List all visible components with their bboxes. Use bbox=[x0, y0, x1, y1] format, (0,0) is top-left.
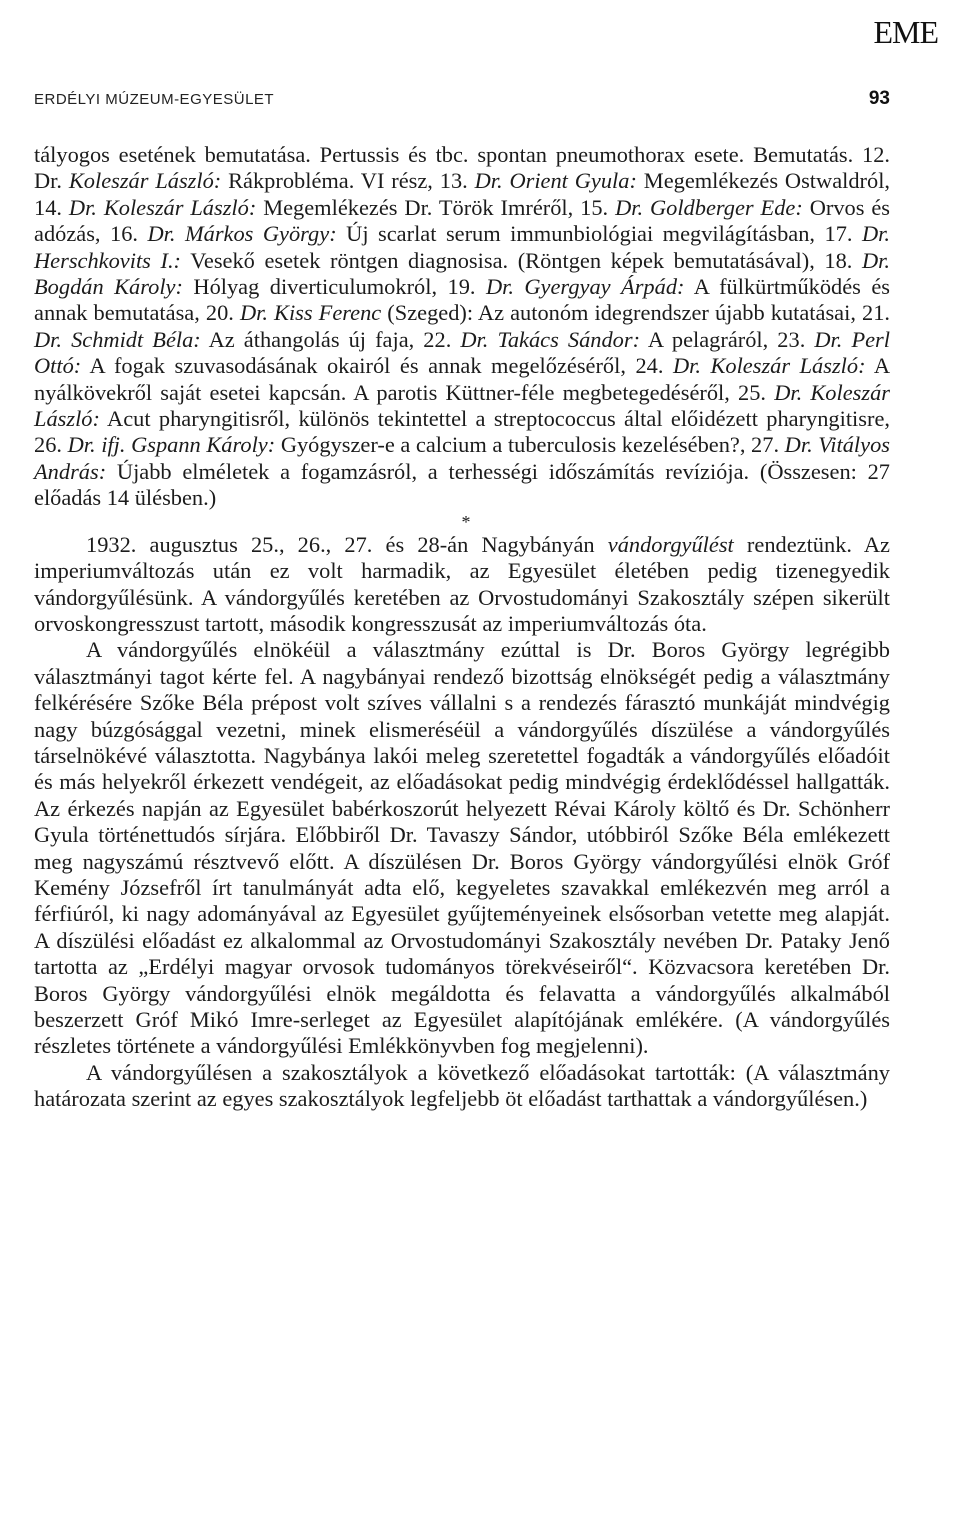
text-run: Megemlékezés Dr. Török Imréről, 15. bbox=[256, 194, 616, 220]
publisher-logo: EME bbox=[873, 14, 938, 50]
text-run: A fogak szuvasodásának okairól és annak megelőzéséről, 24. bbox=[81, 353, 673, 379]
author-name: Dr. Kiss Ferenc bbox=[239, 300, 382, 326]
text-run: A fülkürtműködés és annak bemutatása, 20. bbox=[34, 274, 890, 326]
author-name: Dr. Gyergyay Árpád: bbox=[485, 274, 685, 300]
text-run: Vesekő esetek röntgen diagnosisa. (Röntgen képek bemutatásával), 18. bbox=[181, 247, 862, 273]
author-name: Dr. Herschkovits I.: bbox=[34, 221, 890, 273]
text-run: (Szeged): Az autonóm idegrendszer újabb kutatásai, 21. bbox=[381, 300, 890, 326]
author-name: Dr. Vitályos András: bbox=[34, 432, 891, 484]
paragraph-congress-details bbox=[34, 637, 890, 1060]
text-run: Az áthangolás új faja, 22. bbox=[200, 326, 461, 352]
text-run: A vándorgyűlésen a szakosztályok a következő előadásokat tartották: (A választmány határozata szerint az egyes szakosztályok legfeljebb öt előadást tarthattak a vándorgyűlésen.) bbox=[34, 1059, 890, 1112]
author-name: Dr. Márkos György: bbox=[147, 221, 337, 247]
text-run: Hólyag diverticulumokról, 19. bbox=[182, 274, 486, 300]
text-run: Orvos és adózás, 16. bbox=[34, 194, 890, 247]
text-run: Gyógyszer-e a calcium a tuberculosis kezelésében?, 27. bbox=[275, 432, 785, 458]
paragraph-lecture-list bbox=[34, 142, 890, 512]
journal-title: ERDÉLYI MÚZEUM-EGYESÜLET bbox=[34, 91, 275, 108]
paragraph-congress-intro bbox=[34, 532, 890, 638]
text-run: rendeztünk. Az imperiumváltozás után ez volt harmadik, az Egyesület életében pedig tizenegyedik vándorgyűlésünk. A vándorgyűlés keretében az Orvostudományi Szakosztály szépen sikerült orvoskongresszust tartott, második kongresszusát az imperiumváltozás óta. bbox=[34, 531, 890, 636]
author-name: vándorgyűlést bbox=[607, 531, 734, 557]
text-run: A pelagráról, 23. bbox=[640, 326, 815, 352]
author-name: Koleszár László: bbox=[68, 168, 222, 194]
text-run: Új scarlat serum immunbiológiai megvilágításban, 17. bbox=[336, 221, 862, 247]
page-body bbox=[34, 142, 890, 1113]
text-run: Megemlékezés Ostwaldról, 14. bbox=[34, 168, 891, 220]
author-name: Dr. Bogdán Károly: bbox=[34, 247, 890, 300]
author-name: Dr. Koleszár László: bbox=[672, 353, 866, 379]
text-run: A nyálkövekről saját esetei kapcsán. A parotis Küttner-féle megbetegedéséről, 25. bbox=[34, 353, 890, 405]
author-name: Dr. Koleszár László: bbox=[68, 194, 257, 220]
text-run: A vándorgyűlés elnökéül a választmány ezúttal is Dr. Boros György legrégibb választmányi tagot kérte fel. A nagybányai rendező bizottság elnökségét pedig a választmány felkérésére Szőke Béla prépost volt szíves vállalni s a rendezés fárasztó munkáját mindvégig nagy búzgósággal vezetni, minek elismeréséül a vándorgyűlés díszülése a vándorgyűlés társelnökévé választotta. Nagybánya lakói meleg szeretettel fogadták a vándorgyűlés előadóit és más helyekről érkezett vendégeit, az előadásokat pedig mindvégig érdeklődéssel hallgatták. Az érkezés napján az Egyesület babérkoszorút helyezett Révai Károly költő és Dr. Schönherr Gyula történettudós sírjára. Előbbiről Dr. Tavaszy Sándor, utóbbiról Szőke Béla emlékezett meg nagyszámú résztvevő előtt. A díszülésen Dr. Boros György vándorgyűlési elnök Gróf Kemény Józsefről írt tanulmányát adta elő, kegyeletes szavakkal emlékezvén meg arról a férfiúról, ki nagy adományával az Egyesület gyűjteményeinek elsősorban vetette meg alapját. A díszülési előadást ez alkalommal az Orvostudományi Szakosztály nevében Dr. Pataky Jenő tartotta az „Erdélyi magyar orvosok tudományos törekvéseiről“. Közvacsora keretében Dr. Boros György vándorgyűlési elnök megáldotta és felavatta a vándorgyűlés alkalmából beszerzett Gróf Mikó Imre-serleget az Egyesület alapítójának emlékére. (A vándorgyűlés részletes története a vándorgyűlési Emlékkönyvben fog megjelenni). bbox=[34, 637, 890, 1059]
section-separator: * bbox=[461, 511, 471, 532]
author-name: Dr. Goldberger Ede: bbox=[615, 194, 803, 220]
text-run: Rákprobléma. VI rész, 13. bbox=[221, 168, 475, 194]
text-run: Újabb elméletek a fogamzásról, a terhességi időszámítás revíziója. (Összesen: 27 előadás 14 ülésben.) bbox=[34, 458, 890, 511]
text-run: Acut pharyngitisről, különös tekintettel a streptococcus által előidézett pharyngitisre, 26. bbox=[34, 406, 890, 458]
paragraph-section-lectures bbox=[34, 1060, 890, 1113]
author-name: Dr. Takács Sándor: bbox=[460, 326, 641, 352]
text-run: 1932. augusztus 25., 26., 27. és 28-án Nagybányán bbox=[86, 531, 608, 557]
author-name: Dr. Orient Gyula: bbox=[474, 168, 637, 194]
text-run: tályogos esetének bemutatása. Pertussis és tbc. spontan pneumothorax esete. Bemutatás. 12. Dr. bbox=[34, 142, 890, 194]
running-header bbox=[34, 88, 890, 110]
author-name: Dr. Perl Ottó: bbox=[34, 326, 890, 379]
author-name: Dr. Schmidt Béla: bbox=[34, 326, 201, 352]
page-number: 93 bbox=[868, 88, 890, 109]
author-name: Dr. Koleszár László: bbox=[34, 379, 890, 432]
author-name: Dr. ifj. Gspann Károly: bbox=[67, 432, 276, 458]
